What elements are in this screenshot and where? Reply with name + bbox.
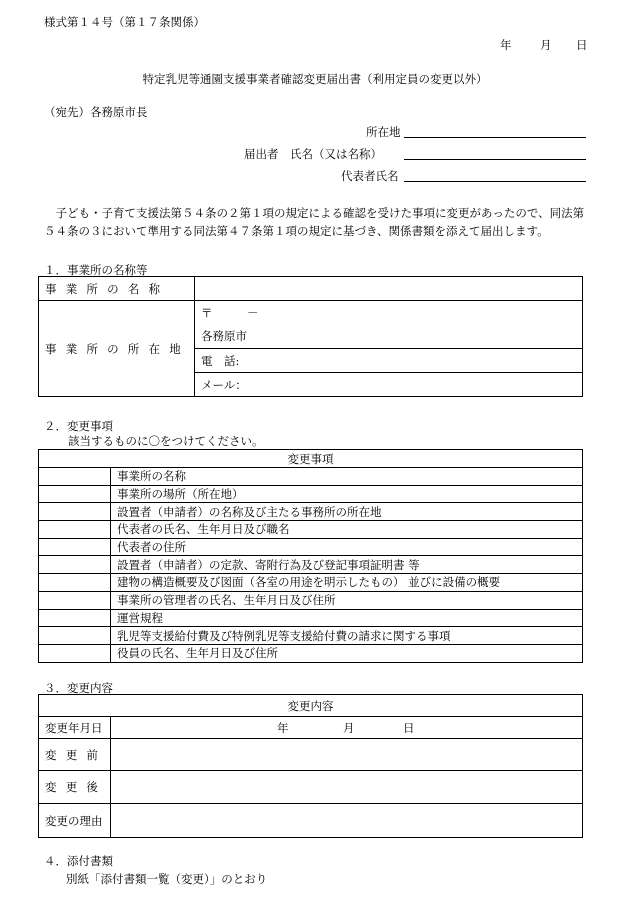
- addressee: （宛先）各務原市長: [44, 105, 148, 119]
- change-reason-label: 変更の理由: [39, 804, 111, 838]
- body-text: 子ども・子育て支援法第５４条の２第１項の規定による確認を受けた事項に変更があったので、同法第５４条の３において準用する同法第４７条第１項の規定に基づき、関係書類を添えて届出します。: [44, 206, 585, 238]
- check-cell[interactable]: [39, 521, 111, 539]
- change-item: 事業所の管理者の氏名、生年月日及び住所: [111, 591, 583, 609]
- section2-heading: ２．変更事項: [44, 419, 113, 433]
- check-cell[interactable]: [39, 627, 111, 645]
- representative-label: 代表者氏名: [341, 169, 399, 183]
- change-details-header: 変更内容: [39, 695, 583, 717]
- section1-heading: １．事業所の名称等: [44, 263, 148, 277]
- change-date-month: 月: [343, 721, 355, 735]
- representative-line[interactable]: [404, 169, 586, 182]
- phone-field[interactable]: 電 話:: [195, 349, 583, 373]
- before-change-field[interactable]: [111, 739, 583, 771]
- check-cell[interactable]: [39, 609, 111, 627]
- document-title: 特定乳児等通園支援事業者確認変更届出書（利用定員の変更以外）: [142, 72, 488, 86]
- change-items-header: 変更事項: [39, 450, 583, 468]
- change-date-day: 日: [403, 721, 415, 735]
- section4-heading: ４．添付書類: [44, 854, 113, 868]
- date-year-label: 年: [500, 38, 512, 52]
- email-field[interactable]: メール：: [195, 373, 583, 397]
- check-cell[interactable]: [39, 503, 111, 521]
- change-item: 設置者（申請者）の定款、寄附行為及び登記事項証明書 等: [111, 556, 583, 574]
- after-change-field[interactable]: [111, 771, 583, 804]
- name-label: 氏名（又は名称）: [290, 147, 382, 161]
- change-items-table: [38, 449, 583, 663]
- change-reason-field[interactable]: [111, 804, 583, 838]
- applicant-role-label: 届出者: [244, 147, 279, 161]
- address-label: 所在地: [366, 125, 401, 139]
- check-cell[interactable]: [39, 485, 111, 503]
- change-date-year: 年: [277, 721, 289, 735]
- change-item: 事業所の名称: [111, 468, 583, 486]
- attachments-text: 別紙「添付書類一覧（変更）」のとおり: [66, 872, 268, 886]
- change-item: 代表者の氏名、生年月日及び職名: [111, 521, 583, 539]
- after-change-label: 変更後: [39, 771, 111, 804]
- change-item: 代表者の住所: [111, 538, 583, 556]
- change-item: 建物の構造概要及び図面（各室の用途を明示したもの） 並びに設備の概要: [111, 574, 583, 592]
- form-number: 様式第１４号（第１７条関係）: [44, 15, 205, 29]
- change-item: 設置者（申請者）の名称及び主たる事務所の所在地: [111, 503, 583, 521]
- check-cell[interactable]: [39, 574, 111, 592]
- date-month-label: 月: [540, 38, 552, 52]
- check-cell[interactable]: [39, 591, 111, 609]
- change-date-label: 変更年月日: [39, 717, 111, 739]
- name-line[interactable]: [404, 147, 586, 160]
- change-date-field[interactable]: [111, 717, 583, 739]
- facility-table: [38, 276, 583, 397]
- date-day-label: 日: [576, 38, 588, 52]
- change-item: 事業所の場所（所在地）: [111, 485, 583, 503]
- check-cell[interactable]: [39, 468, 111, 486]
- address-line[interactable]: [404, 125, 586, 138]
- postal-field[interactable]: 〒 －: [195, 301, 583, 325]
- facility-name-field[interactable]: [195, 277, 583, 301]
- check-cell[interactable]: [39, 556, 111, 574]
- facility-name-label: 事業所の名称: [39, 277, 195, 301]
- change-item: 運営規程: [111, 609, 583, 627]
- check-cell[interactable]: [39, 644, 111, 662]
- section2-instruction: 該当するものに〇をつけてください。: [68, 434, 264, 448]
- city-field[interactable]: 各務原市: [195, 325, 583, 349]
- change-details-table: [38, 694, 583, 838]
- check-cell[interactable]: [39, 538, 111, 556]
- change-item: 乳児等支援給付費及び特例乳児等支援給付費の請求に関する事項: [111, 627, 583, 645]
- section3-heading: ３．変更内容: [44, 681, 113, 695]
- change-item: 役員の氏名、生年月日及び住所: [111, 644, 583, 662]
- before-change-label: 変更前: [39, 739, 111, 771]
- facility-location-label: 事業所の所在地: [39, 301, 195, 397]
